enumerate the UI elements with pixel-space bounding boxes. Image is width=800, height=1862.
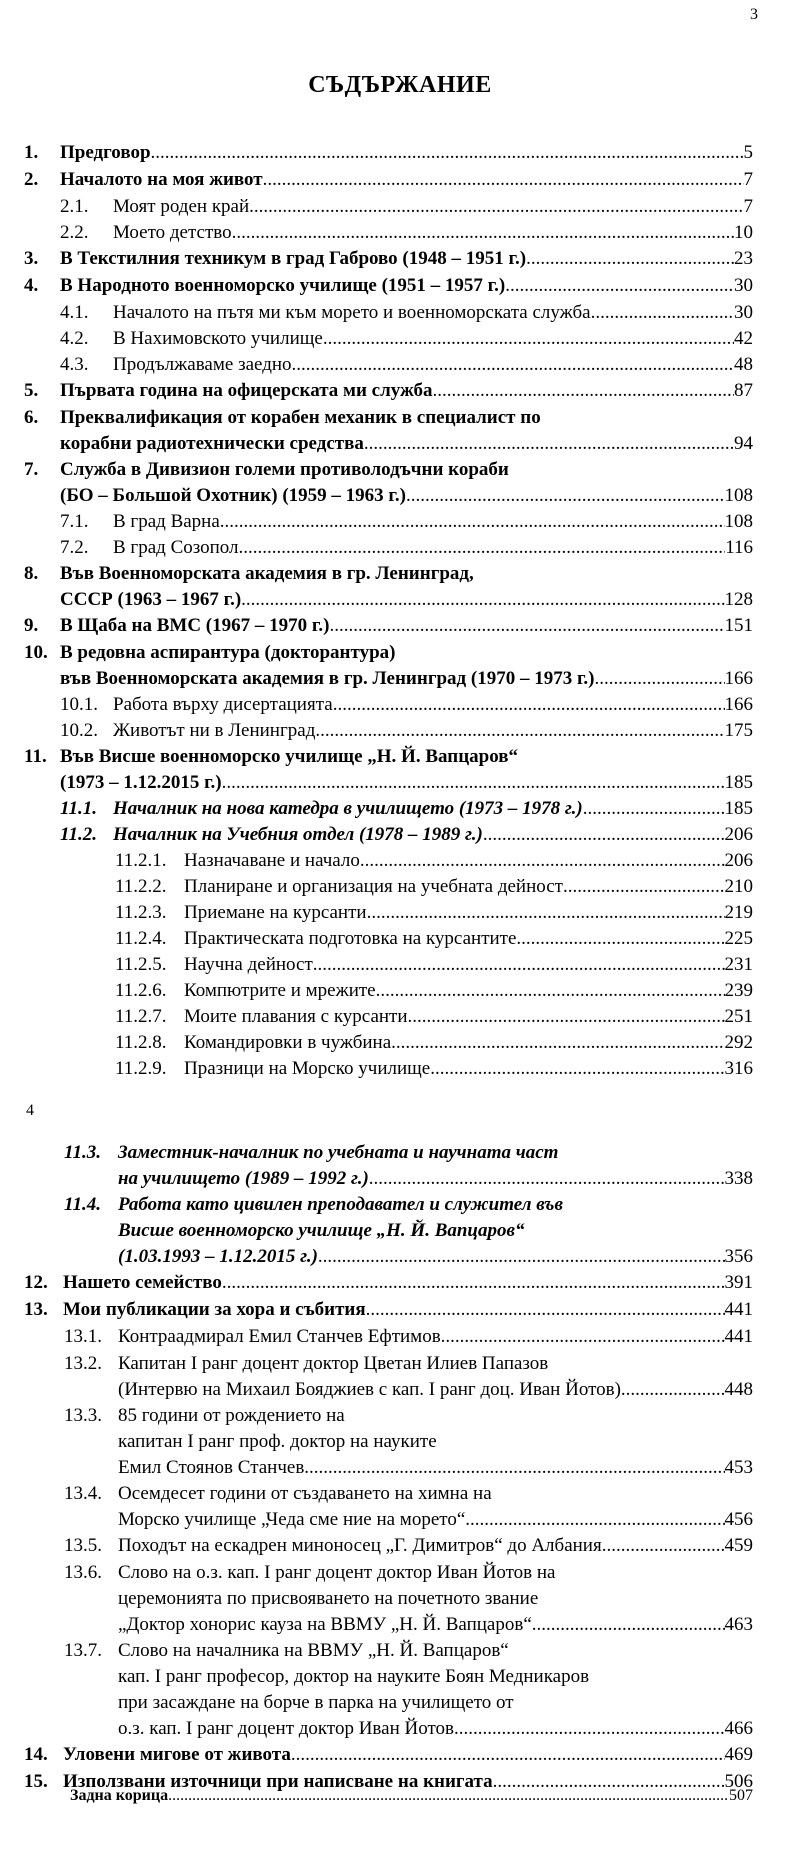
toc-entry-2[interactable] bbox=[0, 167, 800, 194]
toc-entry-11-2-2[interactable] bbox=[0, 874, 800, 900]
toc-entry-2-2[interactable] bbox=[0, 220, 800, 246]
toc-entry-3[interactable] bbox=[0, 246, 800, 273]
entry-page: 469 bbox=[724, 1744, 753, 1765]
entry-page: 441 bbox=[724, 1299, 753, 1320]
page-title: СЪДЪРЖАНИЕ bbox=[308, 72, 492, 98]
toc-entry-6[interactable] bbox=[0, 405, 800, 457]
entry-title-line: Във Военноморската академия в гр. Ленинград, bbox=[60, 563, 474, 584]
entry-title: Работа върху дисертацията bbox=[113, 694, 333, 715]
entry-title-line: Слово на о.з. кап. I ранг доцент доктор Иван Йотов на bbox=[118, 1562, 556, 1583]
entry-page: 42 bbox=[734, 328, 753, 349]
toc-list-continued bbox=[0, 1140, 800, 1796]
entry-number: 13.1. bbox=[64, 1326, 102, 1347]
entry-title-line: Слово на началника на ВВМУ „Н. Й. Вапцаров“ bbox=[118, 1640, 509, 1661]
entry-title-line: Заместник-началник по учебната и научната част bbox=[118, 1142, 559, 1163]
entry-title-line: Във Висше военноморско училище „Н. Й. Вапцаров“ bbox=[60, 746, 518, 767]
entry-page: 175 bbox=[724, 720, 753, 741]
entry-title: Моето детство bbox=[113, 222, 232, 243]
entry-title: Началото на пътя ми към морето и военноморската служба bbox=[113, 302, 591, 323]
entry-title-line: „Доктор хонорис кауза на ВВМУ „Н. Й. Вапцаров“ bbox=[118, 1614, 532, 1635]
entry-title: Уловени мигове от живота bbox=[63, 1744, 291, 1765]
entry-title-line: В редовна аспирантура (докторантура) bbox=[60, 642, 396, 663]
entry-number: 13.7. bbox=[64, 1640, 102, 1661]
entry-title-line: (БО – Большой Охотник) (1959 – 1963 г.) bbox=[60, 485, 406, 506]
entry-page: 507 bbox=[729, 1787, 753, 1804]
entry-page: 48 bbox=[734, 354, 753, 375]
toc-entry-1[interactable] bbox=[0, 140, 800, 167]
toc-entry-13-4[interactable] bbox=[0, 1481, 800, 1533]
entry-page: 185 bbox=[724, 798, 753, 819]
entry-title: Приемане на курсанти bbox=[184, 902, 367, 923]
entry-number: 11.2.6. bbox=[115, 980, 167, 1001]
entry-page: 466 bbox=[724, 1718, 753, 1739]
entry-title-line: (1973 – 1.12.2015 г.) bbox=[60, 772, 222, 793]
toc-entry-11[interactable] bbox=[0, 744, 800, 796]
entry-page: 463 bbox=[724, 1614, 753, 1635]
entry-title: Първата година на офицерската ми служба bbox=[60, 380, 433, 401]
entry-number: 8. bbox=[24, 563, 39, 584]
entry-title: Командировки в чужбина bbox=[184, 1032, 392, 1053]
entry-title: В Текстилния техникум в град Габрово (1948 – 1951 г.) bbox=[60, 248, 527, 269]
entry-page: 459 bbox=[724, 1535, 753, 1556]
toc-entry-11-2-1[interactable] bbox=[0, 848, 800, 874]
entry-number: 4.3. bbox=[60, 354, 89, 375]
entry-title: Назначаване и начало bbox=[184, 850, 360, 871]
entry-number: 2.2. bbox=[60, 222, 89, 243]
entry-number: 9. bbox=[24, 615, 39, 636]
entry-title-line: Работа като цивилен преподавател и служител във bbox=[118, 1194, 563, 1215]
entry-page: 206 bbox=[724, 850, 753, 871]
entry-title: Планиране и организация на учебната дейност bbox=[184, 876, 563, 897]
entry-title: Практическата подготовка на курсантите bbox=[184, 928, 517, 949]
entry-number: 2. bbox=[24, 169, 39, 190]
entry-number: 7. bbox=[24, 459, 39, 480]
entry-page: 94 bbox=[734, 433, 753, 454]
entry-title-line: Морско училище „Чеда сме ние на морето“ bbox=[118, 1509, 466, 1530]
toc-entry-9[interactable] bbox=[0, 613, 800, 640]
entry-title-line: при засаждане на борче в парка на училището от bbox=[118, 1692, 514, 1713]
entry-number: 13.5. bbox=[64, 1535, 102, 1556]
entry-title: В град Созопол bbox=[113, 537, 239, 558]
entry-page: 356 bbox=[724, 1246, 753, 1267]
entry-page: 151 bbox=[724, 615, 753, 636]
entry-page: 206 bbox=[724, 824, 753, 845]
toc-entry-13-7[interactable] bbox=[0, 1638, 800, 1742]
entry-title: Научна дейност bbox=[184, 954, 313, 975]
entry-title-line: (Интервю на Михаил Бояджиев с кап. I ранг доц. Иван Йотов) bbox=[118, 1379, 621, 1400]
entry-number: 11.2.9. bbox=[115, 1058, 167, 1079]
toc-entry-11-2-4[interactable] bbox=[0, 926, 800, 952]
entry-title: Началник на нова катедра в училището (1973 – 1978 г.) bbox=[113, 798, 583, 819]
toc-entry-13-3[interactable] bbox=[0, 1403, 800, 1481]
toc-entry-11-2-6[interactable] bbox=[0, 978, 800, 1004]
entry-page: 231 bbox=[724, 954, 753, 975]
entry-number: 11.2.4. bbox=[115, 928, 167, 949]
entry-page: 30 bbox=[734, 275, 753, 296]
entry-title: В град Варна bbox=[113, 511, 220, 532]
toc-entry-11-3[interactable] bbox=[0, 1140, 800, 1192]
entry-number: 11.2.1. bbox=[115, 850, 167, 871]
entry-number: 10. bbox=[24, 642, 48, 663]
entry-title: Използвани източници при написване на книгата bbox=[63, 1771, 493, 1792]
toc-entry-14[interactable] bbox=[0, 1742, 800, 1769]
entry-page: 30 bbox=[734, 302, 753, 323]
toc-entry-13[interactable] bbox=[0, 1297, 800, 1324]
entry-page: 441 bbox=[724, 1326, 753, 1347]
page-number: 3 bbox=[750, 6, 758, 23]
entry-page: 225 bbox=[724, 928, 753, 949]
entry-title: Задна корица bbox=[70, 1787, 169, 1804]
toc-entry-11-2-7[interactable] bbox=[0, 1004, 800, 1030]
entry-number: 10.1. bbox=[60, 694, 98, 715]
entry-title-line: Емил Стоянов Станчев bbox=[118, 1457, 305, 1478]
entry-page: 453 bbox=[724, 1457, 753, 1478]
entry-number: 11.2. bbox=[60, 824, 97, 845]
entry-number: 11.4. bbox=[64, 1194, 101, 1215]
entry-title: Моите плавания с курсанти bbox=[184, 1006, 408, 1027]
entry-title: Предговор bbox=[60, 142, 151, 163]
entry-title-line: на училището (1989 – 1992 г.) bbox=[118, 1168, 369, 1189]
entry-page: 185 bbox=[724, 772, 753, 793]
entry-number: 14. bbox=[24, 1744, 48, 1765]
entry-number: 11.2.8. bbox=[115, 1032, 167, 1053]
toc-entry-4-2[interactable] bbox=[0, 326, 800, 352]
entry-page: 251 bbox=[724, 1006, 753, 1027]
entry-page: 128 bbox=[724, 589, 753, 610]
entry-title-line: Служба в Дивизион големи противолодъчни кораби bbox=[60, 459, 509, 480]
toc-entry-11-4[interactable] bbox=[0, 1192, 800, 1270]
entry-number: 15. bbox=[24, 1771, 48, 1792]
toc-entry-13-2[interactable] bbox=[0, 1351, 800, 1403]
entry-page: 456 bbox=[724, 1509, 753, 1530]
entry-page: 239 bbox=[724, 980, 753, 1001]
entry-page: 506 bbox=[724, 1771, 753, 1792]
entry-page: 5 bbox=[743, 142, 753, 163]
entry-number: 11.2.5. bbox=[115, 954, 167, 975]
entry-page: 292 bbox=[724, 1032, 753, 1053]
entry-title: Животът ни в Ленинград bbox=[113, 720, 316, 741]
entry-number: 7.1. bbox=[60, 511, 89, 532]
entry-page: 10 bbox=[734, 222, 753, 243]
entry-page: 7 bbox=[743, 169, 753, 190]
entry-page: 210 bbox=[724, 876, 753, 897]
entry-title: В Нахимовското училище bbox=[113, 328, 323, 349]
entry-title: В Щаба на ВМС (1967 – 1970 г.) bbox=[60, 615, 330, 636]
entry-number: 5. bbox=[24, 380, 39, 401]
entry-page: 108 bbox=[724, 511, 753, 532]
entry-number: 13.4. bbox=[64, 1483, 102, 1504]
entry-page: 7 bbox=[743, 196, 753, 217]
entry-title: Продължаваме заедно bbox=[113, 354, 292, 375]
entry-number: 6. bbox=[24, 407, 39, 428]
entry-title: Началото на моя живот bbox=[60, 169, 263, 190]
entry-number: 11.3. bbox=[64, 1142, 101, 1163]
toc-entry-7-2[interactable] bbox=[0, 535, 800, 561]
entry-title-line: (1.03.1993 – 1.12.2015 г.) bbox=[118, 1246, 318, 1267]
toc-entry-10-1[interactable] bbox=[0, 692, 800, 718]
entry-title: Началник на Учебния отдел (1978 – 1989 г.) bbox=[113, 824, 483, 845]
entry-page: 338 bbox=[724, 1168, 753, 1189]
entry-page: 166 bbox=[724, 668, 753, 689]
toc-entry-4-1[interactable] bbox=[0, 300, 800, 326]
entry-title-line: Осемдесет години от създаването на химна на bbox=[118, 1483, 492, 1504]
entry-title: Моят роден край bbox=[113, 196, 250, 217]
entry-number: 10.2. bbox=[60, 720, 98, 741]
entry-number: 13.2. bbox=[64, 1353, 102, 1374]
toc-entry-7-1[interactable] bbox=[0, 509, 800, 535]
entry-title: В Народното военноморско училище (1951 – 1957 г.) bbox=[60, 275, 506, 296]
toc-entry-2-1[interactable] bbox=[0, 194, 800, 220]
entry-title-line: СССР (1963 – 1967 г.) bbox=[60, 589, 242, 610]
entry-number: 11.1. bbox=[60, 798, 97, 819]
entry-number: 4.1. bbox=[60, 302, 89, 323]
page-number: 4 bbox=[26, 1102, 34, 1119]
entry-title-line: кап. I ранг професор, доктор на науките Боян Медникаров bbox=[118, 1666, 590, 1687]
entry-title-line: о.з. кап. I ранг доцент доктор Иван Йотов bbox=[118, 1718, 454, 1739]
entry-page: 448 bbox=[724, 1379, 753, 1400]
entry-number: 3. bbox=[24, 248, 39, 269]
entry-page: 23 bbox=[734, 248, 753, 269]
entry-title: Празници на Морско училище bbox=[184, 1058, 431, 1079]
entry-number: 11.2.7. bbox=[115, 1006, 167, 1027]
toc-entry-11-2-3[interactable] bbox=[0, 900, 800, 926]
entry-number: 1. bbox=[24, 142, 39, 163]
entry-page: 116 bbox=[725, 537, 753, 558]
entry-title-line: капитан I ранг проф. доктор на науките bbox=[118, 1431, 437, 1452]
entry-number: 7.2. bbox=[60, 537, 89, 558]
entry-title-line: във Военноморската академия в гр. Ленинград (1970 – 1973 г.) bbox=[60, 668, 595, 689]
entry-page: 316 bbox=[724, 1058, 753, 1079]
toc-entry-11-2[interactable] bbox=[0, 822, 800, 848]
toc-entry-13-6[interactable] bbox=[0, 1560, 800, 1638]
entry-number: 4. bbox=[24, 275, 39, 296]
entry-title: Мои публикации за хора и събития bbox=[63, 1299, 366, 1320]
entry-number: 11.2.2. bbox=[115, 876, 167, 897]
entry-title-line: Висше военноморско училище „Н. Й. Вапцаров“ bbox=[118, 1220, 525, 1241]
toc-entry-11-2-5[interactable] bbox=[0, 952, 800, 978]
toc-entry-7[interactable] bbox=[0, 457, 800, 509]
entry-number: 4.2. bbox=[60, 328, 89, 349]
toc-entry-5[interactable] bbox=[0, 378, 800, 405]
entry-title-line: Капитан I ранг доцент доктор Цветан Илиев Папазов bbox=[118, 1353, 549, 1374]
entry-title-line: корабни радиотехнически средства bbox=[60, 433, 364, 454]
toc-entry-11-2-9[interactable] bbox=[0, 1056, 800, 1082]
entry-number: 11.2.3. bbox=[115, 902, 167, 923]
entry-title-line: 85 години от рождението на bbox=[118, 1405, 345, 1426]
entry-number: 13.3. bbox=[64, 1405, 102, 1426]
toc-entry-12[interactable] bbox=[0, 1270, 800, 1297]
toc-entry-13-5[interactable] bbox=[0, 1533, 800, 1560]
toc-entry-10[interactable] bbox=[0, 640, 800, 692]
entry-page: 166 bbox=[724, 694, 753, 715]
toc-entry-8[interactable] bbox=[0, 561, 800, 613]
entry-title-line: церемонията по присвояването на почетното звание bbox=[118, 1588, 539, 1609]
toc-entry-13-1[interactable] bbox=[0, 1324, 800, 1351]
toc-entry-11-2-8[interactable] bbox=[0, 1030, 800, 1056]
entry-title-line: Преквалификация от корабен механик в специалист по bbox=[60, 407, 541, 428]
entry-number: 13.6. bbox=[64, 1562, 102, 1583]
toc-entry-4-3[interactable] bbox=[0, 352, 800, 378]
entry-page: 219 bbox=[724, 902, 753, 923]
entry-title: Компютрите и мрежите bbox=[184, 980, 376, 1001]
entry-page: 87 bbox=[734, 380, 753, 401]
toc-list bbox=[0, 140, 800, 1082]
entry-number: 11. bbox=[24, 746, 47, 767]
toc-entry-11-1[interactable] bbox=[0, 796, 800, 822]
entry-page: 108 bbox=[724, 485, 753, 506]
entry-number: 12. bbox=[24, 1272, 48, 1293]
entry-page: 391 bbox=[724, 1272, 753, 1293]
entry-number: 2.1. bbox=[60, 196, 89, 217]
toc-entry-10-2[interactable] bbox=[0, 718, 800, 744]
toc-entry-4[interactable] bbox=[0, 273, 800, 300]
entry-title: Нашето семейство bbox=[63, 1272, 222, 1293]
entry-title: Контраадмирал Емил Станчев Ефтимов bbox=[118, 1326, 441, 1347]
entry-number: 13. bbox=[24, 1299, 48, 1320]
toc-entry-back-cover[interactable] bbox=[0, 1785, 800, 1809]
entry-title: Походът на ескадрен миноносец „Г. Димитров“ до Албания bbox=[118, 1535, 602, 1556]
